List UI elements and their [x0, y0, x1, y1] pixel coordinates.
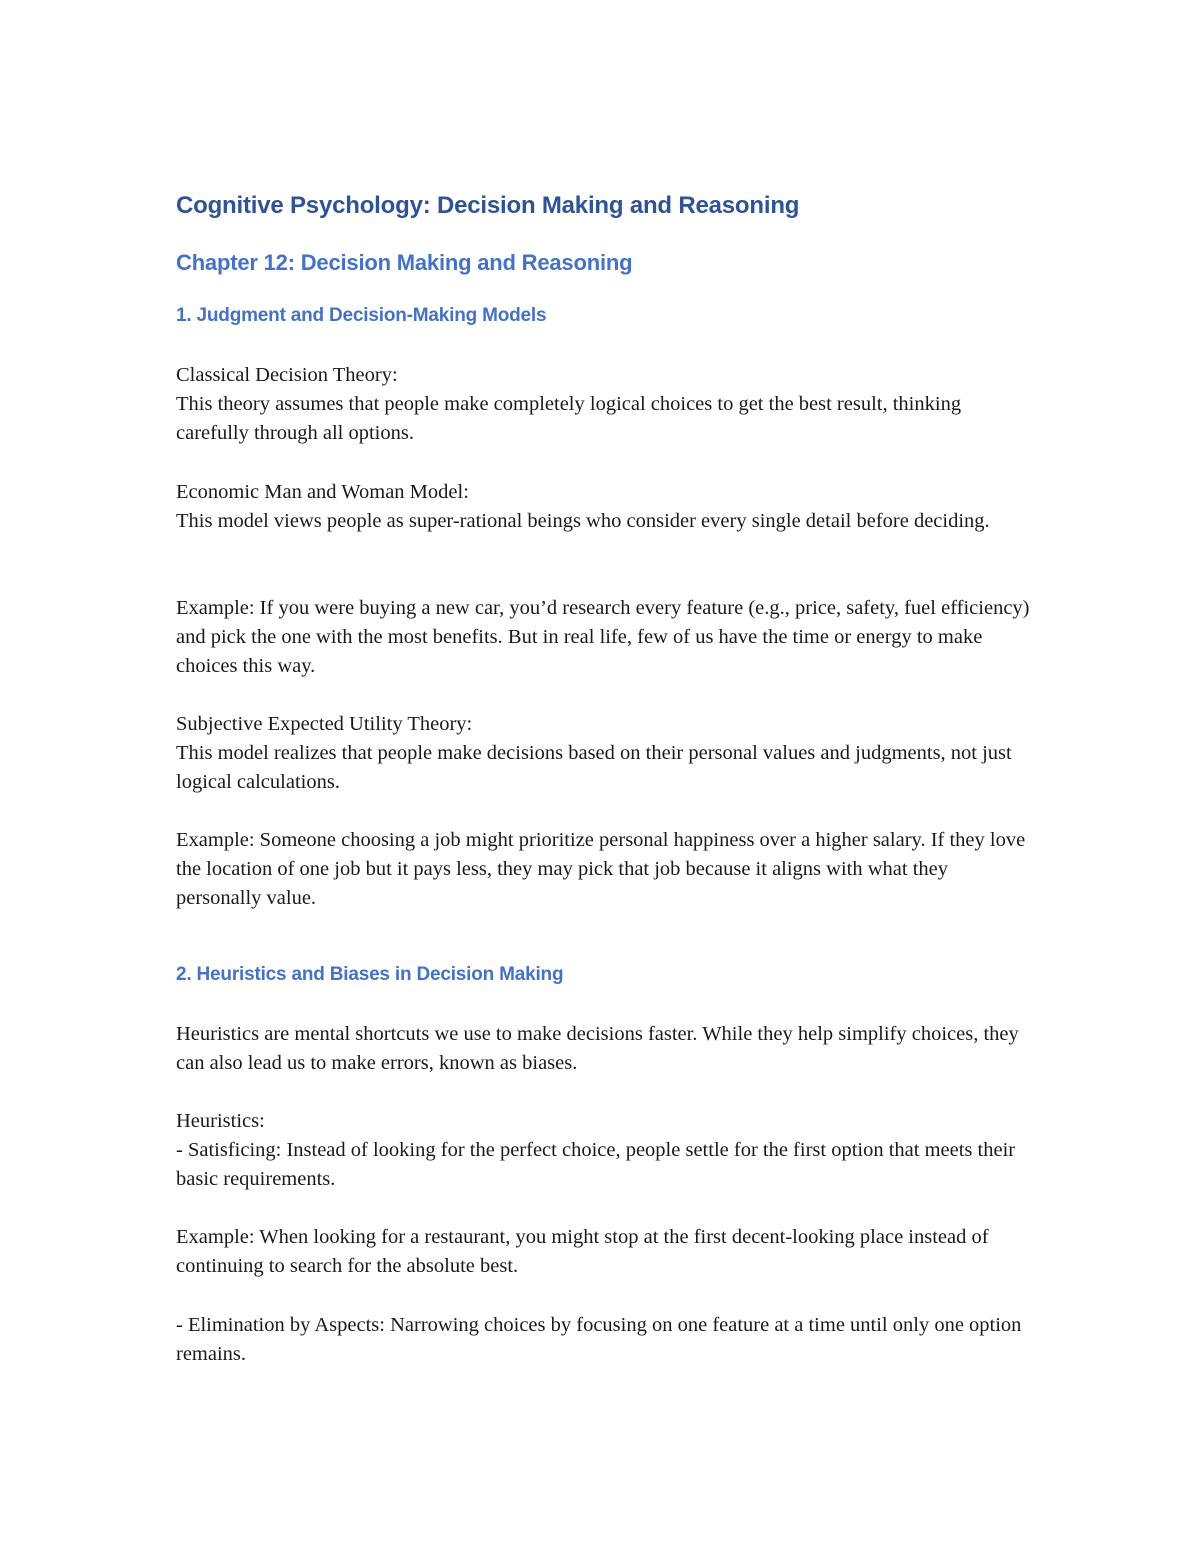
classical-theory-label: Classical Decision Theory: — [176, 364, 398, 386]
heuristics-intro: Heuristics are mental shortcuts we use to make decisions faster. While they help simplify choices, they can also lead us to make errors, known as biases. — [176, 1023, 1019, 1074]
subjective-theory-label: Subjective Expected Utility Theory: — [176, 713, 473, 735]
satisficing-example: Example: When looking for a restaurant, you might stop at the first decent-looking place instead of continuing to search for the absolute best. — [176, 1226, 989, 1277]
subjective-theory-example: Example: Someone choosing a job might prioritize personal happiness over a higher salary. If they love the location of one job but it pays less, they may pick that job because it aligns with what they personally value. — [176, 829, 1026, 909]
satisficing-text: - Satisficing: Instead of looking for the perfect choice, people settle for the first option that meets their basic requirements. — [176, 1139, 1016, 1190]
economic-model-text: This model views people as super-rational beings who consider every single detail before deciding. — [176, 510, 990, 532]
document-title: Cognitive Psychology: Decision Making and Reasoning — [176, 192, 800, 219]
section-2-heading: 2. Heuristics and Biases in Decision Making — [176, 964, 564, 985]
classical-theory-text: This theory assumes that people make completely logical choices to get the best result, thinking carefully through all options. — [176, 393, 962, 444]
heuristics-label: Heuristics: — [176, 1110, 265, 1132]
chapter-heading: Chapter 12: Decision Making and Reasoning — [176, 250, 633, 275]
document-content — [176, 190, 1036, 1365]
economic-model-label: Economic Man and Woman Model: — [176, 481, 469, 503]
subjective-theory-text: This model realizes that people make decisions based on their personal values and judgments, not just logical calculations. — [176, 742, 1012, 793]
section-1-heading: 1. Judgment and Decision-Making Models — [176, 305, 547, 326]
elimination-by-aspects-text: - Elimination by Aspects: Narrowing choices by focusing on one feature at a time until only one option remains. — [176, 1314, 1022, 1365]
economic-model-example: Example: If you were buying a new car, you’d research every feature (e.g., price, safety, fuel efficiency) and pick the one with the most benefits. But in real life, few of us have the time or energy to make choices this way. — [176, 597, 1030, 677]
